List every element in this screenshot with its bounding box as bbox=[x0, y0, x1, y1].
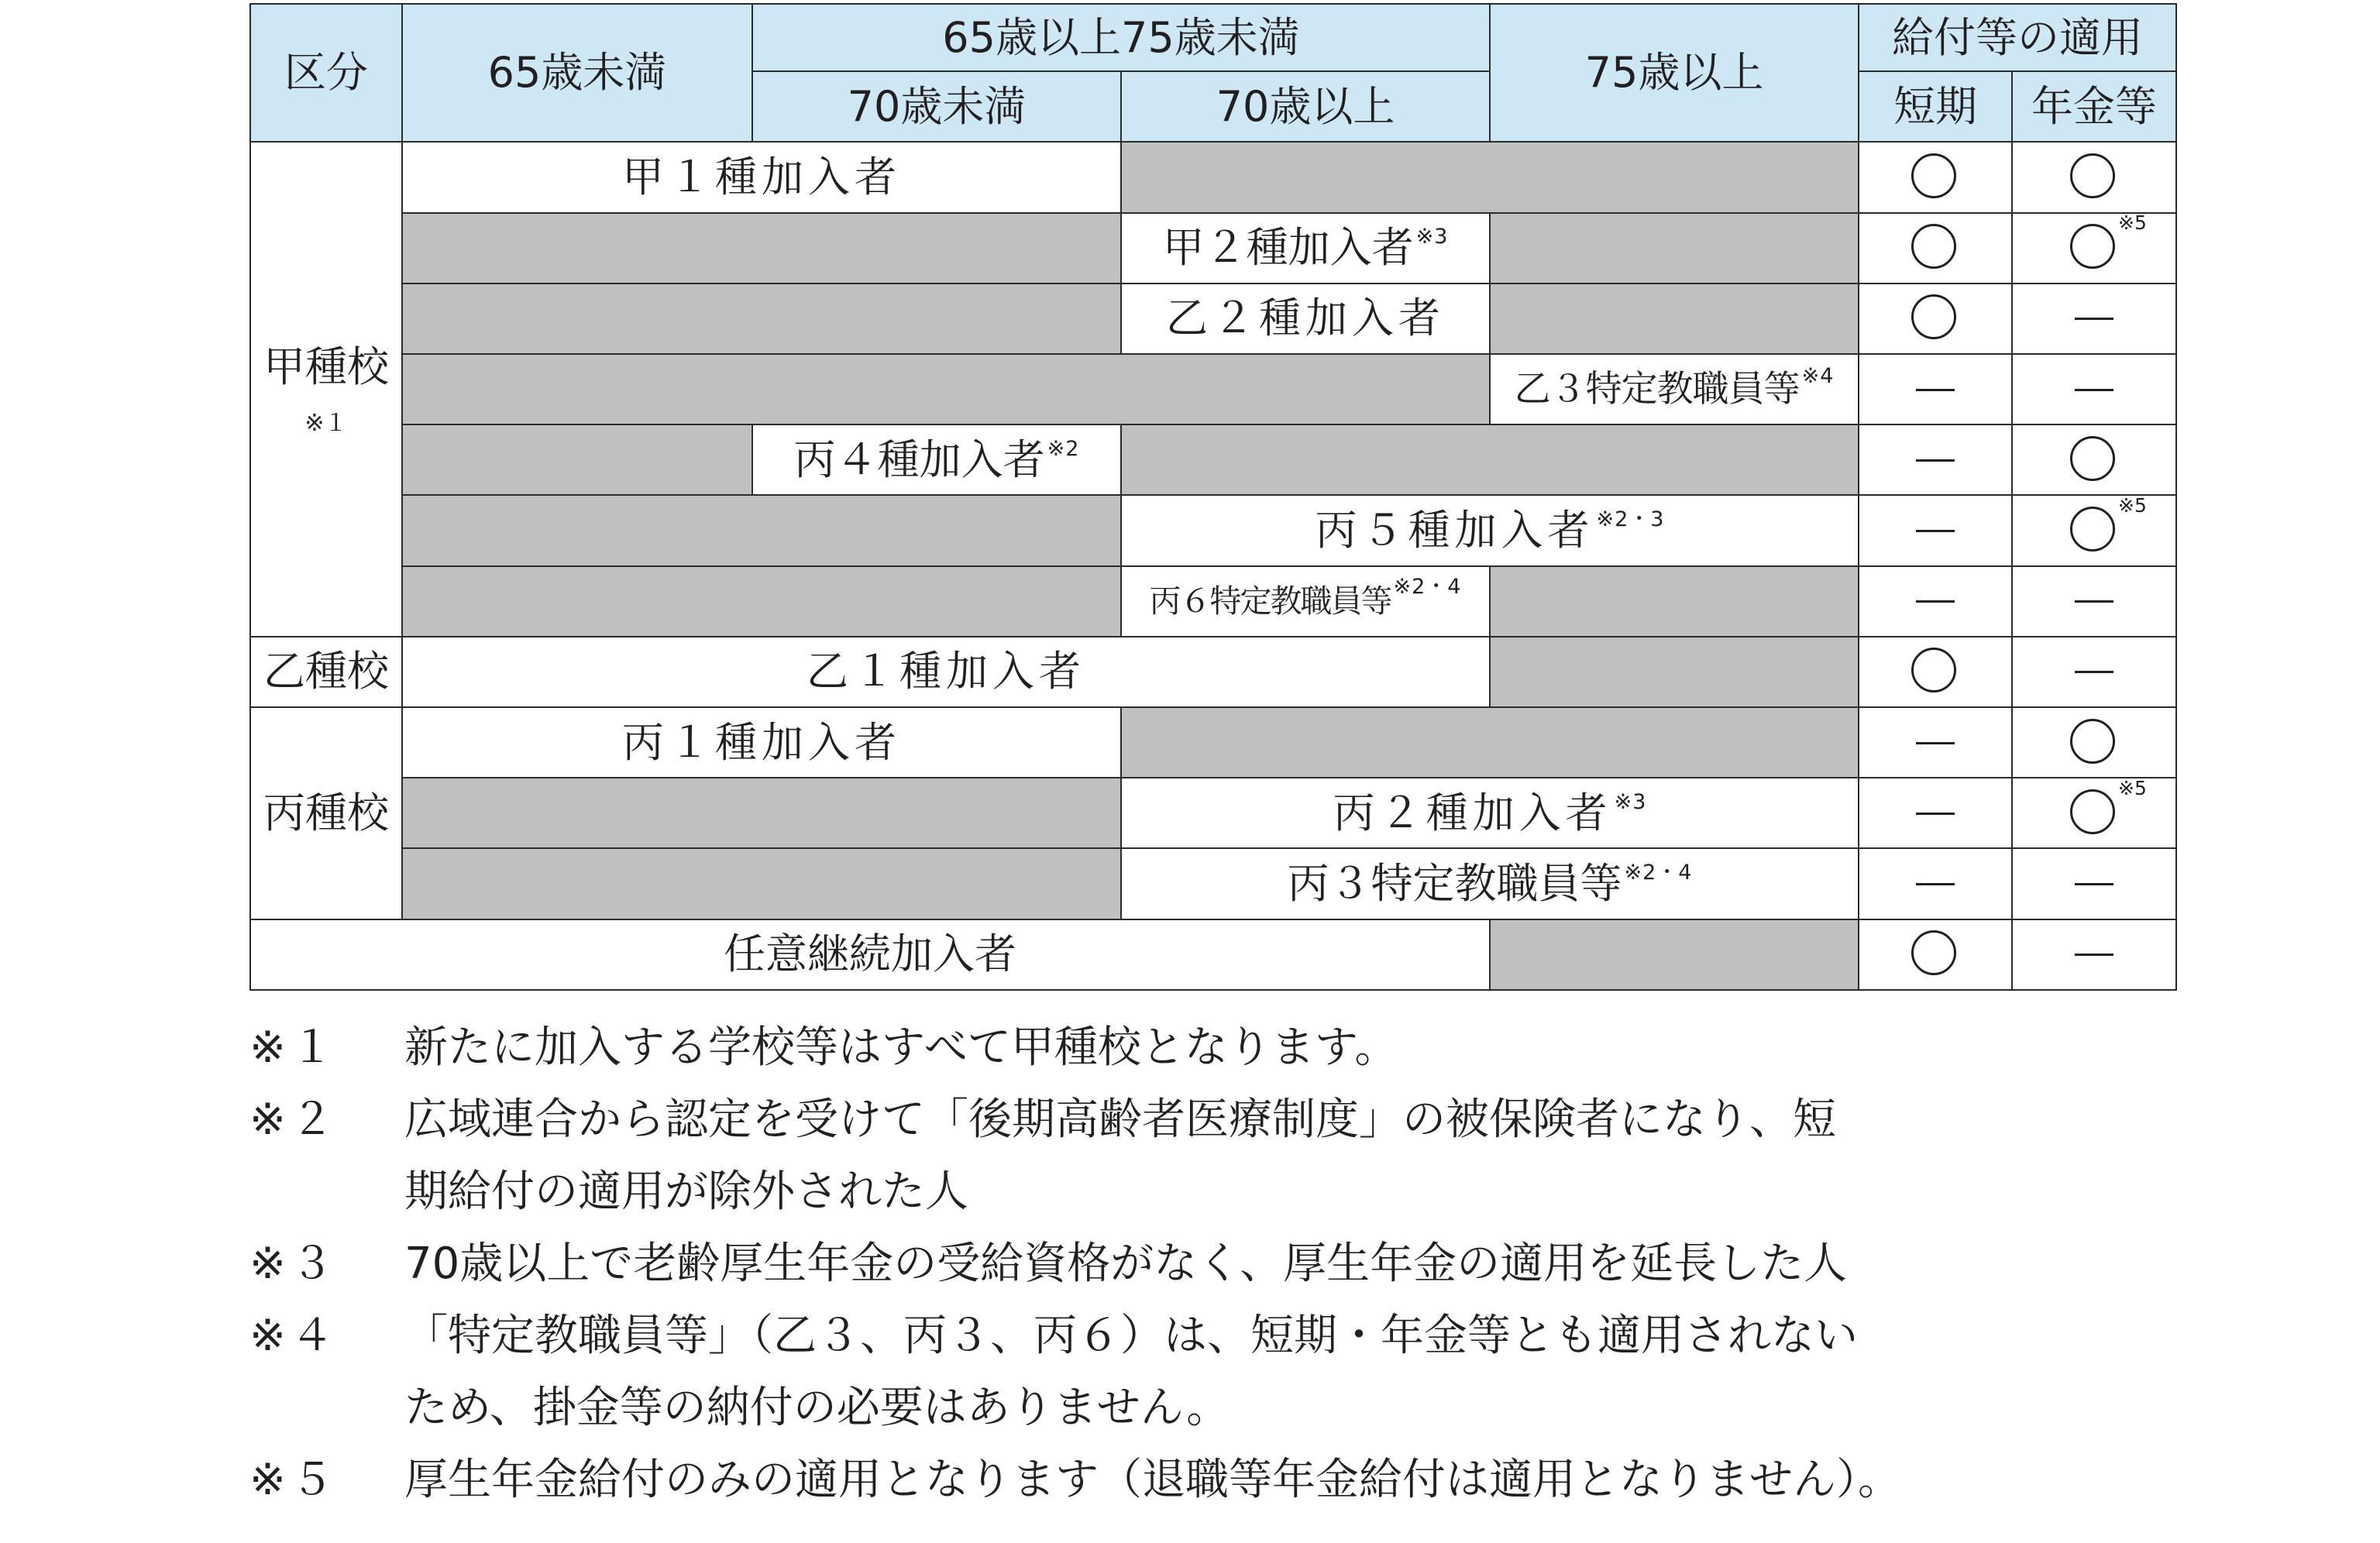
pension-cell bbox=[2012, 919, 2176, 990]
pension-cell bbox=[2012, 637, 2176, 707]
member-type-cell bbox=[1121, 284, 1490, 354]
circle-icon bbox=[2070, 495, 2147, 555]
pension-cell bbox=[2012, 213, 2176, 284]
not-applicable-cell bbox=[1121, 142, 1859, 212]
short-term-cell bbox=[1859, 778, 2012, 848]
dash-icon bbox=[1911, 789, 1959, 837]
short-term-cell bbox=[1859, 424, 2012, 495]
footnote-mark: ※３ bbox=[249, 1239, 339, 1289]
pension-cell bbox=[2012, 495, 2176, 565]
member-type-label: 丙１種加入者 bbox=[622, 717, 901, 767]
short-term-cell bbox=[1859, 919, 2012, 990]
short-term-cell bbox=[1859, 213, 2012, 284]
dash-icon bbox=[1911, 436, 1959, 484]
dash-icon bbox=[1911, 366, 1959, 414]
not-applicable-cell bbox=[1490, 213, 1859, 284]
not-applicable-cell bbox=[1121, 707, 1859, 778]
dash-icon bbox=[1911, 577, 1959, 625]
short-term-cell bbox=[1859, 142, 2012, 212]
member-type-cell bbox=[402, 142, 1121, 212]
short-term-cell bbox=[1859, 848, 2012, 919]
not-applicable-cell bbox=[402, 354, 1490, 424]
footnote-text: 70歳以上で老齢厚生年金の受給資格がなく、厚生年金の適用を延長した人 bbox=[404, 1239, 1848, 1289]
member-type-label: 任意継続加入者 bbox=[724, 930, 1016, 979]
circle-icon bbox=[2070, 719, 2118, 767]
header-category: 区分 bbox=[250, 4, 402, 142]
not-applicable-cell bbox=[402, 495, 1121, 565]
member-type-label: 乙３特定教職員等 bbox=[1514, 368, 1800, 411]
short-term-cell bbox=[1859, 637, 2012, 707]
table-row bbox=[250, 284, 2176, 354]
circle-icon bbox=[1911, 294, 1959, 342]
header-over75: 75歳以上 bbox=[1490, 4, 1859, 142]
footnote-ref: ※2 bbox=[1047, 436, 1080, 461]
not-applicable-cell bbox=[1490, 919, 1859, 990]
not-applicable-cell bbox=[1490, 566, 1859, 637]
dash-icon bbox=[2070, 577, 2118, 625]
footnote bbox=[249, 1300, 2233, 1444]
member-type-label: 乙１種加入者 bbox=[807, 647, 1085, 696]
footnote-ref: ※5 bbox=[2118, 778, 2147, 799]
dash-icon bbox=[2070, 860, 2118, 908]
table-row bbox=[250, 566, 2176, 637]
dash-icon bbox=[2070, 930, 2118, 978]
coverage-table bbox=[249, 3, 2177, 991]
short-term-cell bbox=[1859, 495, 2012, 565]
member-type-label: 丙２種加入者 bbox=[1333, 788, 1612, 837]
footnote-mark: ※２ bbox=[249, 1095, 339, 1145]
member-type-cell bbox=[1121, 778, 1859, 848]
not-applicable-cell bbox=[1490, 637, 1859, 707]
footnote-text: 期給付の適用が除外された人 bbox=[404, 1167, 968, 1217]
circle-icon bbox=[2070, 778, 2147, 837]
header-over70: 70歳以上 bbox=[1121, 71, 1490, 142]
member-type-label: 丙４種加入者 bbox=[793, 435, 1045, 484]
category-kou bbox=[250, 142, 402, 636]
footnote-text: ため、掛金等の納付の必要はありません。 bbox=[404, 1383, 1230, 1433]
table-row bbox=[250, 424, 2176, 495]
header-benefits: 給付等の適用 bbox=[1859, 4, 2176, 71]
pension-cell bbox=[2012, 424, 2176, 495]
dash-icon bbox=[1911, 860, 1959, 908]
circle-icon bbox=[2070, 153, 2118, 201]
member-type-cell bbox=[1121, 495, 1859, 565]
not-applicable-cell bbox=[1121, 424, 1859, 495]
footnote-ref: ※2・4 bbox=[1624, 861, 1693, 885]
circle-icon bbox=[1911, 930, 1959, 978]
member-type-cell bbox=[752, 424, 1121, 495]
not-applicable-cell bbox=[402, 213, 1121, 284]
footnotes bbox=[249, 1012, 2233, 1516]
header-under65: 65歳未満 bbox=[402, 4, 752, 142]
short-term-cell bbox=[1859, 284, 2012, 354]
pension-cell bbox=[2012, 566, 2176, 637]
member-type-label: 甲２種加入者 bbox=[1162, 223, 1414, 273]
pension-cell bbox=[2012, 284, 2176, 354]
header-under70: 70歳未満 bbox=[752, 71, 1121, 142]
table-row bbox=[250, 142, 2176, 212]
dash-icon bbox=[1911, 719, 1959, 767]
dash-icon bbox=[2070, 366, 2118, 414]
footnote-ref: ※3 bbox=[1614, 789, 1647, 814]
member-type-cell bbox=[1121, 213, 1490, 284]
table-row bbox=[250, 848, 2176, 919]
member-type-label: 丙３特定教職員等 bbox=[1287, 859, 1622, 909]
member-type-label: 甲１種加入者 bbox=[622, 153, 901, 201]
pension-cell bbox=[2012, 848, 2176, 919]
not-applicable-cell bbox=[402, 424, 752, 495]
table-row bbox=[250, 707, 2176, 778]
member-type-cell bbox=[250, 919, 1490, 990]
table-row bbox=[250, 354, 2176, 424]
pension-cell bbox=[2012, 354, 2176, 424]
footnote-mark: ※４ bbox=[249, 1311, 339, 1361]
footnote-ref: ※3 bbox=[1415, 225, 1449, 249]
dash-icon bbox=[2070, 294, 2118, 342]
footnote-ref: ※5 bbox=[2118, 212, 2147, 235]
member-type-cell bbox=[1121, 566, 1490, 637]
member-type-label: 乙２種加入者 bbox=[1166, 294, 1445, 343]
table-row bbox=[250, 495, 2176, 565]
not-applicable-cell bbox=[402, 566, 1121, 637]
not-applicable-cell bbox=[1490, 284, 1859, 354]
header-65to75: 65歳以上75歳未満 bbox=[752, 4, 1490, 71]
footnote-ref: ※4 bbox=[1801, 364, 1835, 389]
short-term-cell bbox=[1859, 566, 2012, 637]
category-kou-label: 甲種校 bbox=[263, 342, 389, 392]
footnote-text: 新たに加入する学校等はすべて甲種校となります。 bbox=[404, 1022, 1398, 1073]
footnote bbox=[249, 1444, 2233, 1516]
member-type-cell bbox=[1121, 848, 1859, 919]
footnote-ref: ※2・3 bbox=[1596, 507, 1665, 532]
member-type-label: 丙５種加入者 bbox=[1315, 506, 1594, 555]
header-pension: 年金等 bbox=[2012, 71, 2176, 142]
footnote-ref: ※5 bbox=[2118, 495, 2147, 517]
member-type-label: 丙６特定教職員等 bbox=[1149, 582, 1391, 620]
header-short-term: 短期 bbox=[1859, 71, 2012, 142]
footnote bbox=[249, 1228, 2233, 1300]
category-otsu: 乙種校 bbox=[250, 637, 402, 707]
short-term-cell bbox=[1859, 707, 2012, 778]
table-row bbox=[250, 213, 2176, 284]
footnote-text: 厚生年金給付のみの適用となります（退職等年金給付は適用となりません）。 bbox=[404, 1455, 1901, 1505]
category-kou-note: ※１ bbox=[304, 409, 348, 437]
member-type-cell bbox=[1490, 354, 1859, 424]
footnote-mark: ※５ bbox=[249, 1455, 339, 1505]
footnote bbox=[249, 1012, 2233, 1084]
footnote-text: 「特定教職員等」（乙３、丙３、丙６）は、短期・年金等とも適用されない bbox=[404, 1311, 1858, 1361]
dash-icon bbox=[2070, 648, 2118, 696]
circle-icon bbox=[1911, 648, 1959, 696]
circle-icon bbox=[2070, 212, 2147, 272]
table-row bbox=[250, 778, 2176, 848]
short-term-cell bbox=[1859, 354, 2012, 424]
not-applicable-cell bbox=[402, 848, 1121, 919]
dash-icon bbox=[1911, 507, 1959, 555]
member-type-cell bbox=[402, 707, 1121, 778]
not-applicable-cell bbox=[402, 284, 1121, 354]
footnote-mark: ※１ bbox=[249, 1022, 339, 1073]
footnote-ref: ※2・4 bbox=[1393, 574, 1462, 599]
category-hei: 丙種校 bbox=[250, 707, 402, 919]
circle-icon bbox=[1911, 153, 1959, 201]
not-applicable-cell bbox=[402, 778, 1121, 848]
footnote bbox=[249, 1084, 2233, 1228]
table-row bbox=[250, 919, 2176, 990]
pension-cell bbox=[2012, 707, 2176, 778]
circle-icon bbox=[1911, 224, 1959, 272]
circle-icon bbox=[2070, 436, 2118, 484]
table-row bbox=[250, 637, 2176, 707]
footnote-text: 広域連合から認定を受けて「後期高齢者医療制度」の被保険者になり、短 bbox=[404, 1095, 1836, 1145]
pension-cell bbox=[2012, 778, 2176, 848]
pension-cell bbox=[2012, 142, 2176, 212]
member-type-cell bbox=[402, 637, 1490, 707]
